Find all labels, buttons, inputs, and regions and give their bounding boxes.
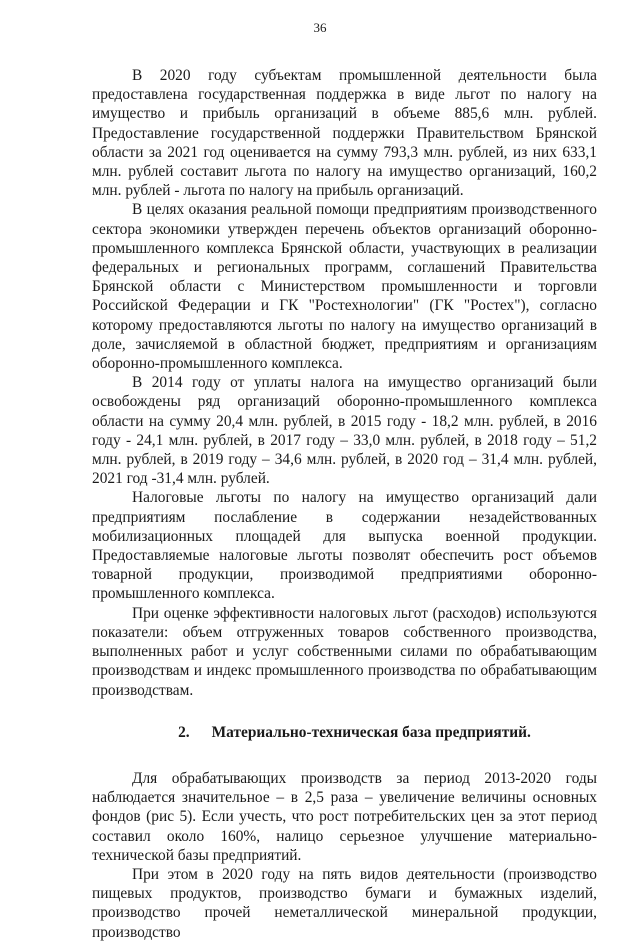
paragraph: Налоговые льготы по налогу на имущество организаций дали предприятиям послабление в содержании незадействованных мобилизационных площадей для выпуска военной продукции. Предоставляемые налоговые льготы позволят обеспечить рост объемов товарной продукции, производимой предприятиями оборонно-промышленного комплекса. bbox=[92, 489, 597, 603]
paragraph: В целях оказания реальной помощи предприятиям производственного сектора экономики утвержден перечень объектов организаций оборонно-промышленного комплекса Брянской области, участвующих в реализации федеральных и региональных программ, соглашений Правительства Брянской области с Министерством промышленности и торговли Российской Федерации и ГК "Ростехнологии" (ГК "Ростех"), согласно которому предоставляются льготы по налогу на имущество организаций в доле, зачисляемой в областной бюджет, предприятиям и организациям оборонно-промышленного комплекса. bbox=[92, 201, 597, 373]
section-heading bbox=[92, 723, 597, 742]
paragraph: В 2014 году от уплаты налога на имущество организаций были освобождены ряд организаций оборонно-промышленного комплекса области на сумму 20,4 млн. рублей, в 2015 году - 18,2 млн. рублей, в 2016 году - 24,1 млн. рублей, в 2017 году – 33,0 млн. рублей, в 2018 году – 51,2 млн. рублей, в 2019 году – 34,6 млн. рублей, в 2020 год – 31,4 млн. рублей, 2021 год -31,4 млн. рублей. bbox=[92, 374, 597, 488]
paragraph-continued: При этом в 2020 году на пять видов деятельности (производство пищевых продуктов, производство бумаги и бумажных изделий, производство прочей неметаллической минеральной продукции, производство bbox=[92, 865, 597, 941]
paragraph: Для обрабатывающих производств за период 2013-2020 годы наблюдается значительное – в 2,5 раза – увеличение величины основных фондов (рис 5). Если учесть, что рост потребительских цен за этот период составил около 160%, налицо серьезное улучшение материально-технической базы предприятий. bbox=[92, 769, 597, 864]
page-number: 36 bbox=[313, 20, 327, 35]
page-content bbox=[92, 66, 597, 942]
section-title: Материально-техническая база предприятий. bbox=[211, 723, 531, 741]
section-number: 2. bbox=[178, 723, 190, 741]
paragraph: При оценке эффективности налоговых льгот (расходов) используются показатели: объем отгруженных товаров собственного производства, выполненных работ и услуг собственными силами по обрабатывающим производствам и индекс промышленного производства по обрабатывающим производствам. bbox=[92, 604, 597, 699]
paragraph: В 2020 году субъектам промышленной деятельности была предоставлена государственная поддержка в виде льгот по налогу на имущество и прибыль организаций в объеме 885,6 млн. рублей. Предоставление государственной поддержки Правительством Брянской области за 2021 год оценивается на сумму 793,3 млн. рублей, из них 633,1 млн. рублей составит льгота по налогу на имущество организаций, 160,2 млн. рублей - льгота по налогу на прибыль организаций. bbox=[92, 67, 597, 200]
